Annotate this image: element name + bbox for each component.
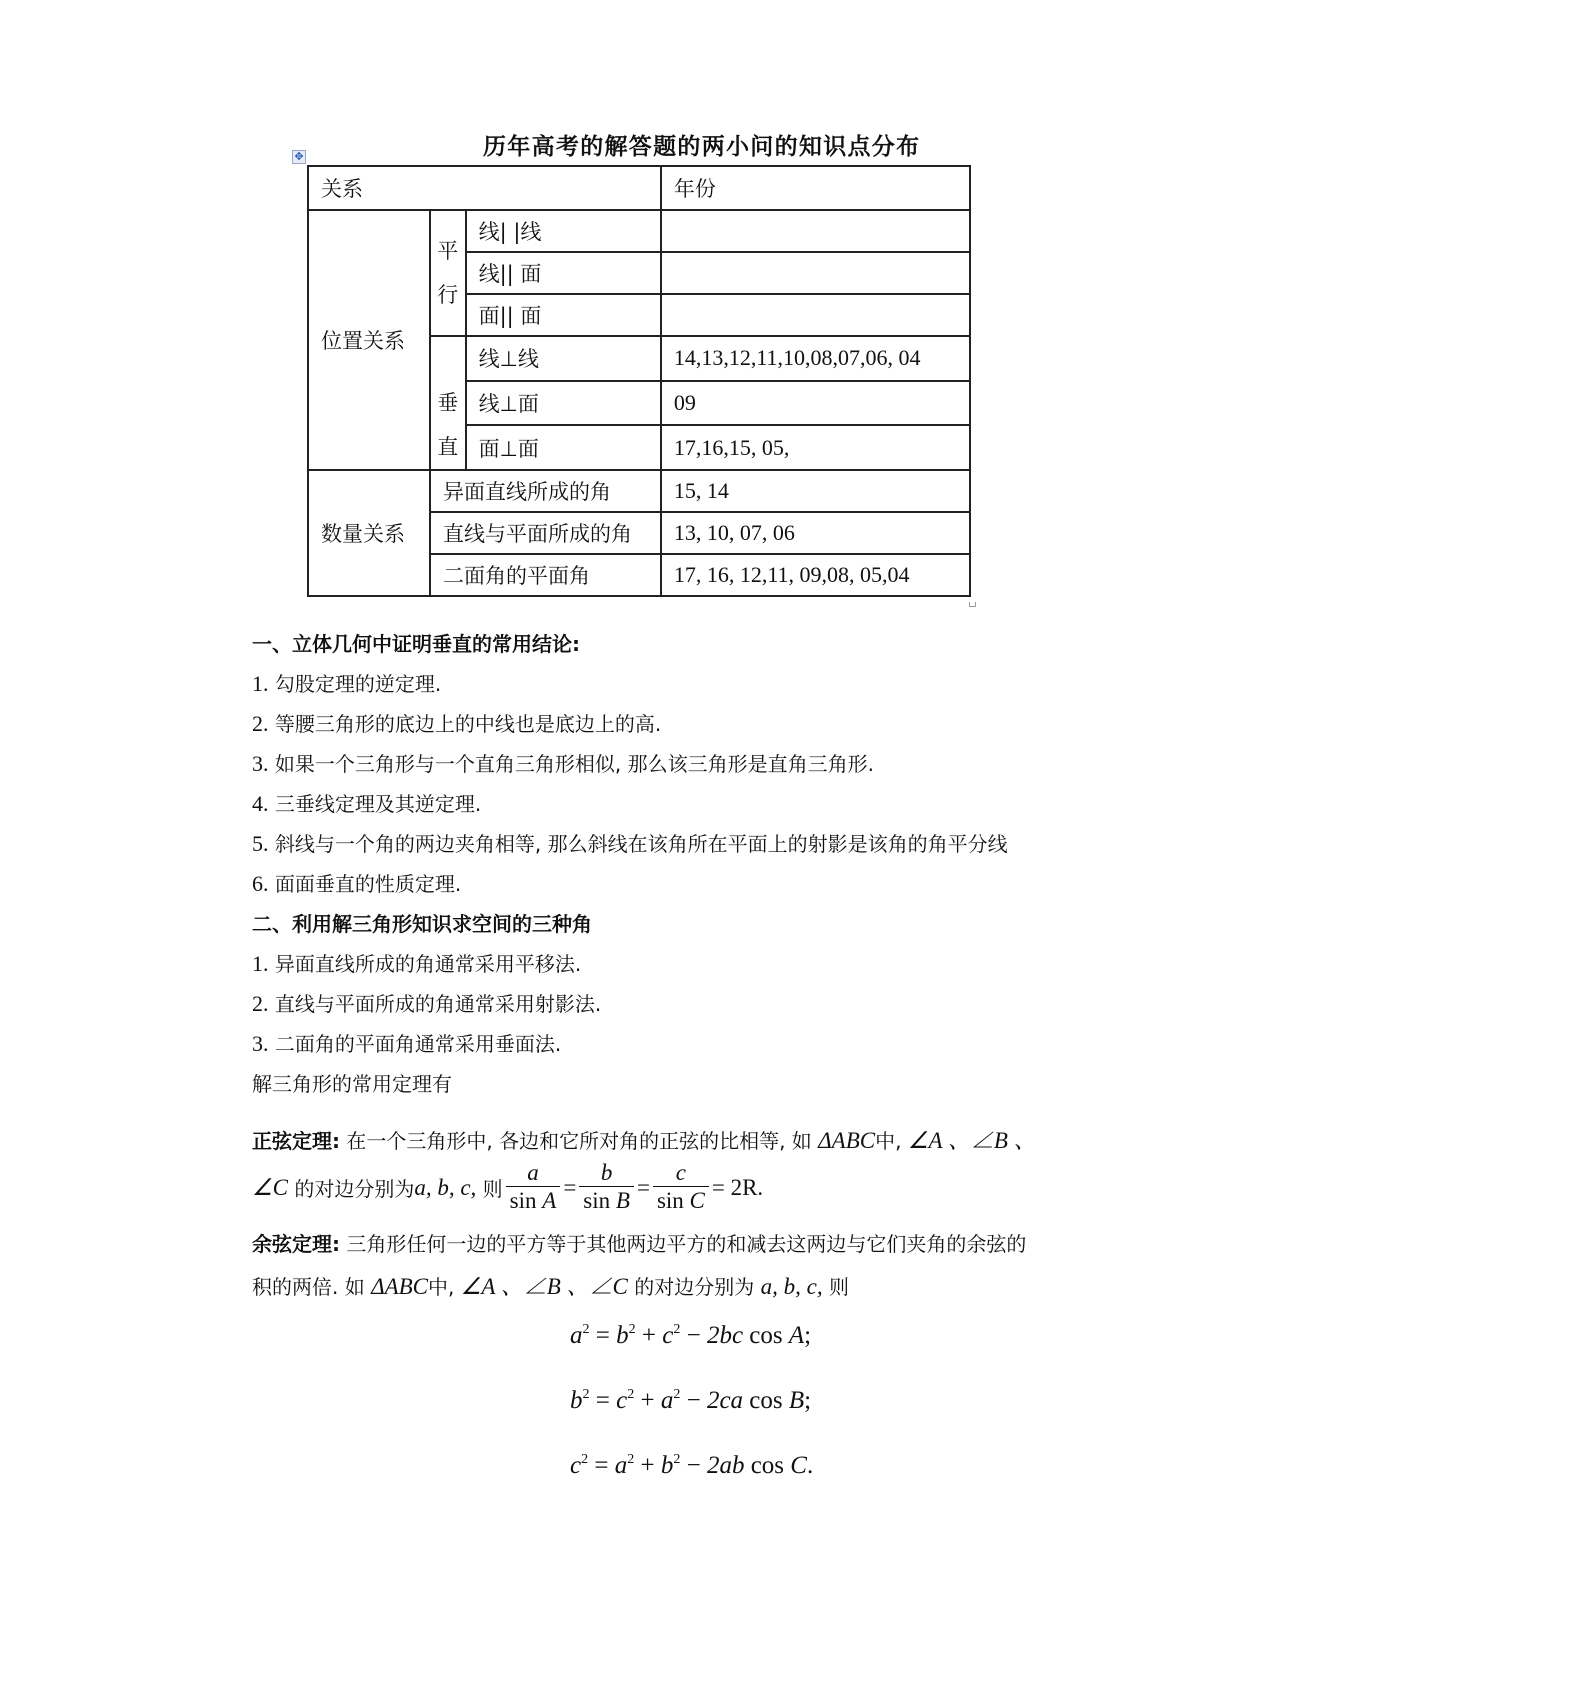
knowledge-distribution-table xyxy=(307,165,971,597)
fraction-c-sinC: $\frac{c}{\text{sin C}}$ xyxy=(653,1160,709,1215)
sub-perp-char-1: 垂 xyxy=(437,391,459,415)
table-row xyxy=(308,470,970,512)
sine-law-line1: 正弦定理: 在一个三角形中, 各边和它所对角的正弦的比相等, 如 ΔABC中, ∠A 、∠B 、 xyxy=(252,1128,1037,1153)
sine-law-label: 正弦定理: xyxy=(252,1129,340,1153)
fraction-b-sinB: $\frac{b}{\text{sin B}}$ xyxy=(579,1160,634,1215)
section2-intro: 解三角形的常用定理有 xyxy=(252,1072,452,1096)
header-relation: 关系 xyxy=(308,166,661,210)
row-item: 线|| 面 xyxy=(466,252,661,294)
row-years: 17,16,15, 05, xyxy=(661,425,970,470)
document-title: 历年高考的解答题的两小问的知识点分布 xyxy=(483,134,921,160)
fraction-a-sinA: $\frac{a}{\text{sin A}}$ xyxy=(506,1160,561,1215)
list-item: 3. 如果一个三角形与一个直角三角形相似, 那么该三角形是直角三角形. xyxy=(252,751,874,776)
list-item: 1. 勾股定理的逆定理. xyxy=(252,671,442,696)
table-resize-handle[interactable] xyxy=(969,602,976,607)
list-item: 4. 三垂线定理及其逆定理. xyxy=(252,791,482,816)
row-years xyxy=(661,252,970,294)
sub-parallel xyxy=(430,210,466,336)
sub-perp-char-2: 直 xyxy=(437,435,459,459)
cosine-equation-a: $a^2 = b^2 + c^2 - 2bc$ cos A; xyxy=(570,1322,812,1349)
section1-heading: 一、立体几何中证明垂直的常用结论: xyxy=(252,632,580,656)
row-item: 异面直线所成的角 xyxy=(430,470,661,512)
row-item: 线⊥线 xyxy=(466,336,661,381)
section2-heading: 二、利用解三角形知识求空间的三种角 xyxy=(252,912,592,936)
list-item: 6. 面面垂直的性质定理. xyxy=(252,871,462,896)
table-row xyxy=(308,210,970,252)
cosine-law-label: 余弦定理: xyxy=(252,1232,340,1256)
cosine-law-line1: 余弦定理: 三角形任何一边的平方等于其他两边平方的和减去这两边与它们夹角的余弦的 xyxy=(252,1232,1027,1256)
cosine-equation-c: $c^2 = a^2 + b^2 - 2ab$ cos C. xyxy=(570,1452,814,1479)
table-header-row xyxy=(308,166,970,210)
row-item: 线| |线 xyxy=(466,210,661,252)
sub-parallel-char-2: 行 xyxy=(437,283,459,307)
triangle-abc: ΔABC xyxy=(818,1128,876,1153)
list-item: 5. 斜线与一个角的两边夹角相等, 那么斜线在该角所在平面上的射影是该角的角平分线 xyxy=(252,831,1008,856)
row-item: 二面角的平面角 xyxy=(430,554,661,596)
cosine-equation-b: $b^2 = c^2 + a^2 - 2ca$ cos B; xyxy=(570,1387,812,1414)
sub-perpendicular xyxy=(430,336,466,470)
list-item: 3. 二面角的平面角通常采用垂面法. xyxy=(252,1031,562,1056)
row-years: 13, 10, 07, 06 xyxy=(661,512,970,554)
list-item: 2. 等腰三角形的底边上的中线也是底边上的高. xyxy=(252,711,662,736)
sine-law-line2: ∠C 的对边分别为 a, b, c, 则 $\frac{a}{\text{sin A}}$ = $\frac{b}{\text{sin B}}$ = $\frac{c}{\text{sin C}}$ = 2R. xyxy=(252,1160,764,1213)
row-item: 面|| 面 xyxy=(466,294,661,336)
row-years: 15, 14 xyxy=(661,470,970,512)
row-years: 14,13,12,11,10,08,07,06, 04 xyxy=(661,336,970,381)
table-move-handle-icon[interactable]: ✥ xyxy=(292,150,306,164)
cosine-law-line2: 积的两倍. 如 ΔABC中, ∠A 、∠B 、∠C 的对边分别为 a, b, c, 则 xyxy=(252,1274,849,1299)
header-year: 年份 xyxy=(661,166,970,210)
list-item: 1. 异面直线所成的角通常采用平移法. xyxy=(252,951,582,976)
row-years xyxy=(661,294,970,336)
group-position-relation: 位置关系 xyxy=(308,210,430,470)
row-item: 直线与平面所成的角 xyxy=(430,512,661,554)
row-item: 线⊥面 xyxy=(466,381,661,426)
list-item: 2. 直线与平面所成的角通常采用射影法. xyxy=(252,991,602,1016)
sub-parallel-char-1: 平 xyxy=(437,239,459,263)
row-years: 17, 16, 12,11, 09,08, 05,04 xyxy=(661,554,970,596)
row-item: 面⊥面 xyxy=(466,425,661,470)
row-years xyxy=(661,210,970,252)
row-years: 09 xyxy=(661,381,970,426)
group-quantity-relation: 数量关系 xyxy=(308,470,430,596)
